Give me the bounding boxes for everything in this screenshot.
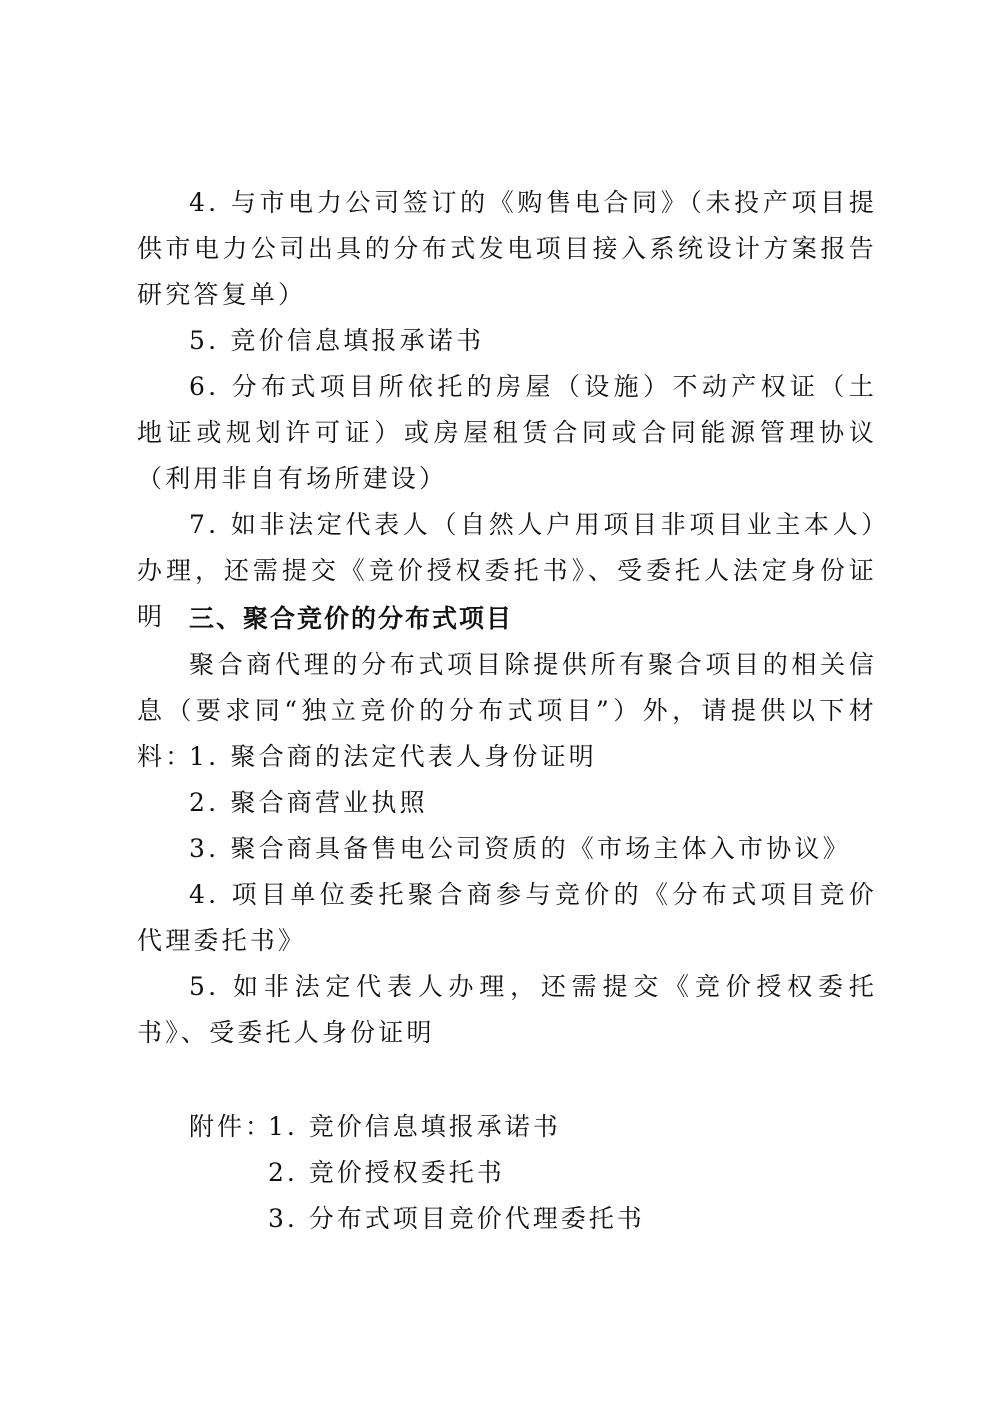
item-7-authorization: 7. 如非法定代表人（自然人户用项目非项目业主本人）办理，还需提交《竞价授权委托书》、受委托人法定身份证明 (137, 510, 877, 631)
aggregator-item-3: 3. 聚合商具备售电公司资质的《市场主体入市协议》 (189, 834, 851, 863)
attachment-item-1: 1. 竞价信息填报承诺书 (268, 1112, 561, 1141)
item-6-property-certificate: 6. 分布式项目所依托的房屋（设施）不动产权证（土地证或规划许可证）或房屋租赁合同或合同能源管理协议（利用非自有场所建设） (137, 372, 877, 493)
section-3-heading: 三、聚合竞价的分布式项目 (189, 604, 514, 633)
aggregator-item-1: 1. 聚合商的法定代表人身份证明 (189, 742, 598, 771)
attachment-item-2: 2. 竞价授权委托书 (268, 1158, 505, 1187)
aggregator-item-4: 4. 项目单位委托聚合商参与竞价的《分布式项目竞价代理委托书》 (137, 880, 877, 955)
item-5-commitment: 5. 竞价信息填报承诺书 (189, 326, 485, 355)
item-4-power-contract: 4. 与市电力公司签订的《购售电合同》（未投产项目提供市电力公司出具的分布式发电项目接入系统设计方案报告研究答复单） (137, 188, 877, 309)
aggregator-item-5: 5. 如非法定代表人办理，还需提交《竞价授权委托书》、受委托人身份证明 (137, 972, 877, 1047)
attachment-item-3: 3. 分布式项目竞价代理委托书 (268, 1204, 645, 1233)
aggregator-item-2: 2. 聚合商营业执照 (189, 788, 428, 817)
section-3-intro: 聚合商代理的分布式项目除提供所有聚合项目的相关信息（要求同“独立竞价的分布式项目”）外，请提供以下材料： (137, 650, 877, 771)
attachments-label: 附件： (189, 1112, 274, 1141)
